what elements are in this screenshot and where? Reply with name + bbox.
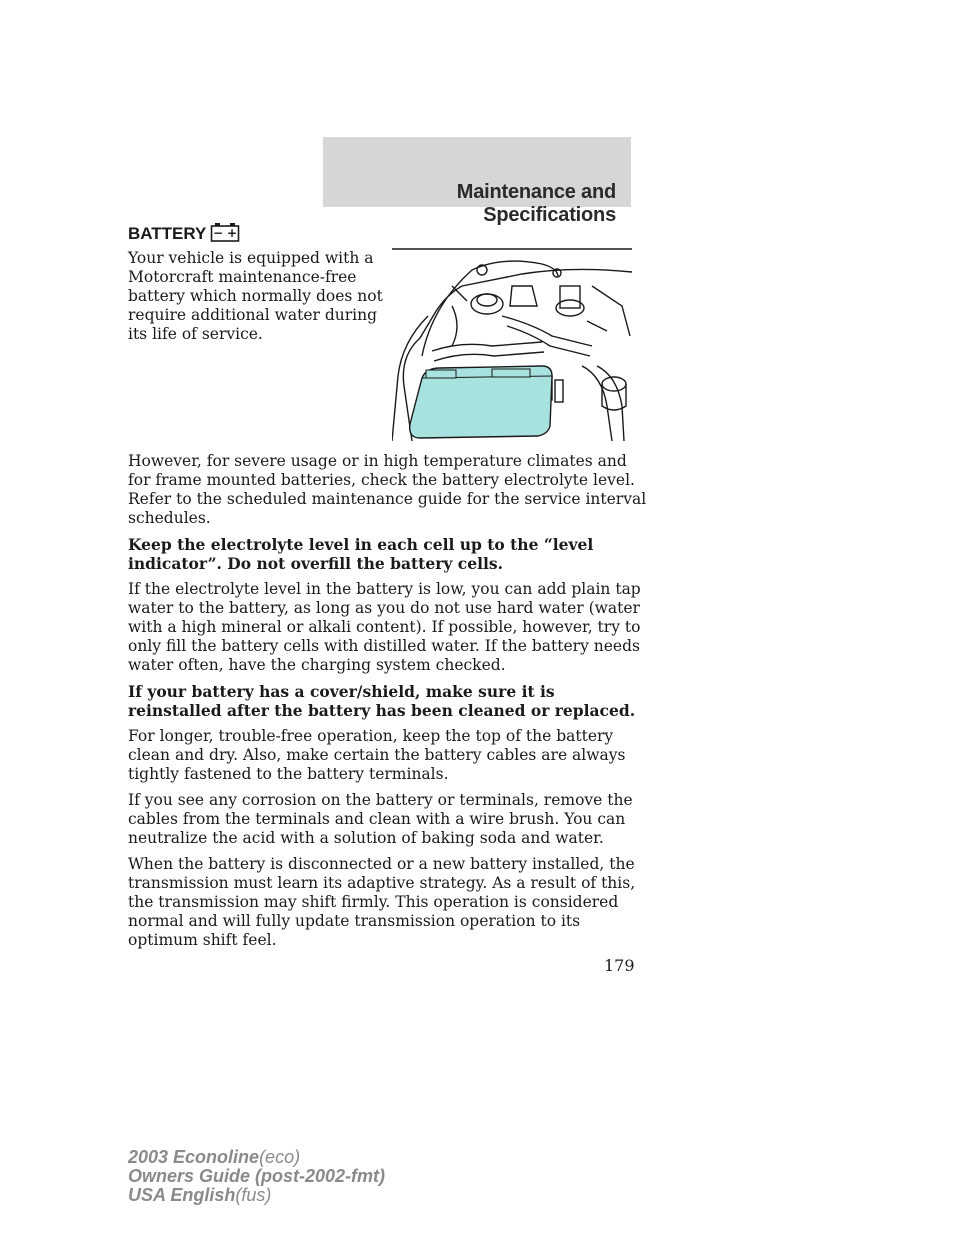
footer-line-1 [128, 1148, 385, 1167]
battery-highlight [410, 366, 552, 438]
footer-language: USA English [128, 1185, 236, 1205]
footer-model-code: (eco) [259, 1147, 301, 1167]
footer-line-2 [128, 1167, 385, 1186]
footer-model: 2003 Econoline [128, 1147, 260, 1167]
engine-compartment-illustration [392, 246, 632, 441]
paragraph-3: For longer, trouble-free operation, keep the top of the battery clean and dry. Also, make certain the battery cables are always tightly fastened to the battery terminals. [128, 727, 626, 783]
intro-paragraph: Your vehicle is equipped with a Motorcraft maintenance-free battery which normally does not require additional water during its life of service. [128, 249, 383, 343]
battery-plus-sign: + [227, 226, 238, 240]
paragraph-1: However, for severe usage or in high temperature climates and for frame mounted batteries, check the battery electrolyte level. Refer to the scheduled maintenance guide for the service interval schedules. [128, 452, 647, 527]
section-heading-text: BATTERY [128, 224, 207, 243]
footer-line-3 [128, 1186, 385, 1205]
page-number: 179 [604, 956, 635, 975]
body-text [128, 452, 648, 957]
warning-paragraph-2: If your battery has a cover/shield, make sure it is reinstalled after the battery has been cleaned or replaced. [128, 682, 636, 720]
footer-language-code: (fus) [235, 1185, 272, 1205]
paragraph-5: When the battery is disconnected or a new battery installed, the transmission must learn its adaptive strategy. As a result of this, the transmission may shift firmly. This operation is considered normal and will fully update transmission operation to its optimum shift feel. [128, 855, 636, 949]
footer-guide: Owners Guide (post-2002-fmt) [128, 1166, 386, 1186]
paragraph-2: If the electrolyte level in the battery is low, you can add plain tap water to the battery, as long as you do not use hard water (water with a high mineral or alkali content). If possible, however, try to only fill the battery cells with distilled water. If the battery needs water often, have the charging system checked. [128, 580, 641, 674]
page-title: Maintenance and Specifications [456, 181, 616, 226]
warning-paragraph-1: Keep the electrolyte level in each cell up to the “level indicator”. Do not overfill the battery cells. [128, 535, 594, 573]
battery-minus-sign: − [213, 226, 224, 240]
battery-icon [210, 222, 240, 242]
paragraph-4: If you see any corrosion on the battery or terminals, remove the cables from the terminals and clean with a wire brush. You can neutralize the acid with a solution of baking soda and water. [128, 791, 633, 847]
footer [128, 1148, 385, 1205]
section-heading [128, 224, 240, 244]
